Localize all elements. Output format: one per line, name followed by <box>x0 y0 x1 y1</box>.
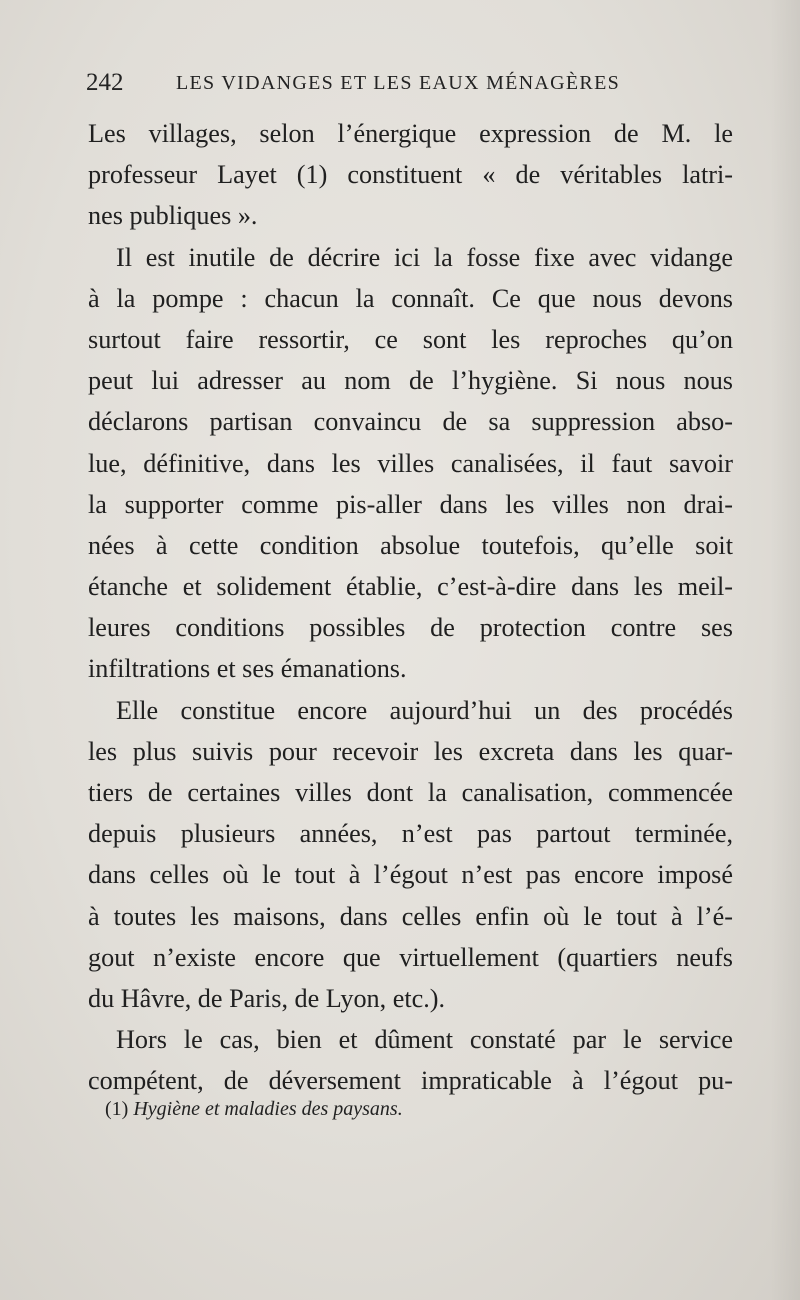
footnote-marker: (1) <box>105 1098 129 1120</box>
running-title: LES VIDANGES ET LES EAUX MÉNAGÈRES <box>176 72 621 94</box>
text-line: depuis plusieurs années, n’est pas partout terminée, <box>88 819 733 849</box>
text-line: la supporter comme pis-aller dans les villes non drai- <box>88 489 733 519</box>
text-line: à la pompe : chacun la connaît. Ce que nous devons <box>88 283 733 313</box>
text-line: dans celles où le tout à l’égout n’est pas encore imposé <box>88 860 733 890</box>
text-line: compétent, de déversement impraticable à l’égout pu- <box>88 1066 733 1096</box>
footnote-title: Hygiène et maladies des paysans. <box>133 1098 403 1120</box>
text-line: lue, définitive, dans les villes canalisées, il faut savoir <box>88 448 733 478</box>
text-line: leures conditions possibles de protection contre ses <box>88 613 733 643</box>
text-line: déclarons partisan convaincu de sa suppression abso- <box>88 407 733 437</box>
page-header <box>86 66 746 100</box>
page-number: 242 <box>86 69 124 96</box>
text-line: tiers de certaines villes dont la canalisation, commencée <box>88 778 733 807</box>
text-line: Les villages, selon l’énergique expression de M. le <box>88 119 733 148</box>
text-line: professeur Layet (1) constituent « de véritables latri- <box>88 160 733 190</box>
text-line: gout n’existe encore que virtuellement (quartiers neufs <box>88 942 733 972</box>
text-line: Il est inutile de décrire ici la fosse fixe avec vidange <box>116 242 733 272</box>
text-line: infiltrations et ses émanations. <box>88 654 407 684</box>
text-line: peut lui adresser au nom de l’hygiène. Si nous nous <box>88 366 733 396</box>
text-line: à toutes les maisons, dans celles enfin où le tout à l’é- <box>88 901 733 931</box>
page-edge-shadow <box>770 0 800 1300</box>
text-line: nées à cette condition absolue toutefois, qu’elle soit <box>88 530 733 560</box>
text-line: surtout faire ressortir, ce sont les reproches qu’on <box>88 324 733 354</box>
footnote <box>105 1094 403 1124</box>
text-line: Elle constitue encore aujourd’hui un des procédés <box>116 695 733 725</box>
text-line: les plus suivis pour recevoir les excreta dans les quar- <box>88 736 733 766</box>
text-line: du Hâvre, de Paris, de Lyon, etc.). <box>88 983 446 1013</box>
text-line: nes publiques ». <box>88 201 258 231</box>
body-text <box>88 113 733 1102</box>
text-line: Hors le cas, bien et dûment constaté par le service <box>116 1025 733 1055</box>
text-line: étanche et solidement établie, c’est-à-dire dans les meil- <box>88 572 733 602</box>
